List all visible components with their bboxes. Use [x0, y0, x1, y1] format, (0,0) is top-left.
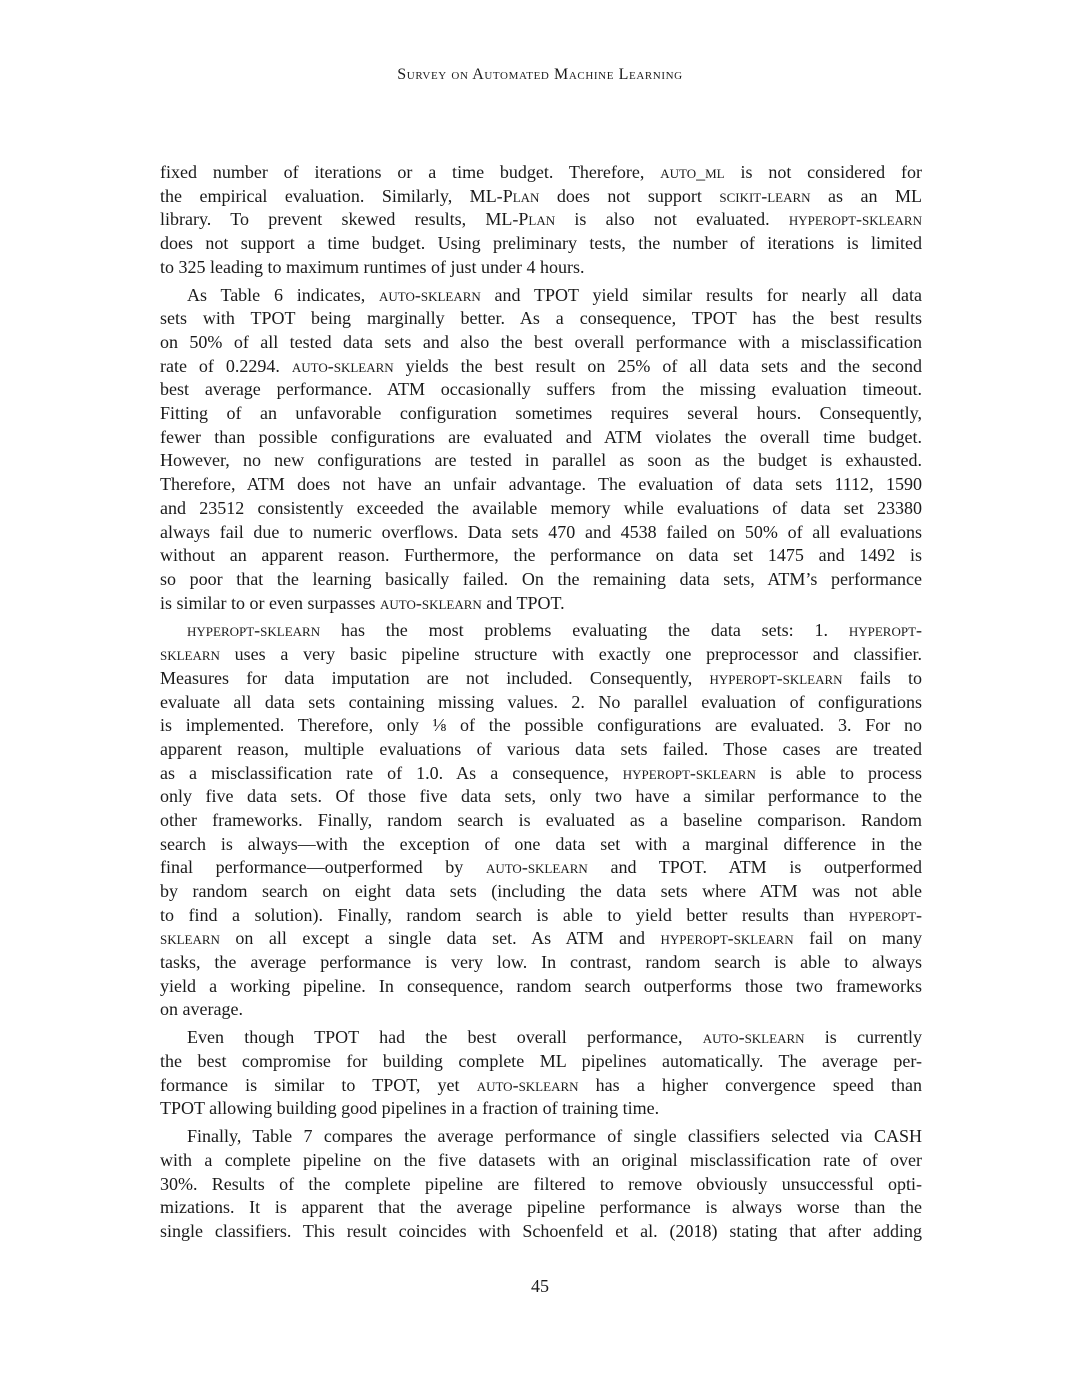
text-run: apparent reason, multiple evaluations of various data sets failed. Those cases are treated — [160, 738, 922, 759]
text-run: Fitting of an unfavorable configuration sometimes requires several hours. Consequently, — [160, 403, 922, 424]
text-run: on average. — [160, 999, 243, 1020]
text-run: fixed number of iterations or a time budget. Therefore, — [160, 162, 661, 182]
running-header: Survey on Automated Machine Learning — [397, 66, 683, 83]
text-run: does not support a time budget. Using preliminary tests, the number of iterations is limited — [160, 233, 922, 254]
text-line — [160, 1125, 922, 1149]
text-line — [160, 762, 922, 786]
small-caps-name: scikit-learn — [719, 185, 811, 206]
body-text — [160, 161, 922, 1248]
text-run: yield a working pipeline. In consequence, random search outperforms those two frameworks — [160, 975, 922, 996]
text-run: with a complete pipeline on the five datasets with an original misclassification rate of over — [160, 1149, 922, 1170]
text-run: However, no new configurations are tested in parallel as soon as the budget is exhausted. — [160, 450, 922, 471]
text-line — [160, 568, 922, 592]
text-line — [160, 927, 922, 951]
small-caps-name: sklearn — [160, 928, 220, 949]
text-line — [160, 521, 922, 545]
text-run: Finally, Table 7 compares the average performance of single classifiers selected via CASH — [187, 1126, 922, 1147]
text-run: Therefore, ATM does not have an unfair advantage. The evaluation of data sets 1112, 1590 — [160, 474, 922, 495]
paragraph — [160, 1125, 922, 1243]
small-caps-name: auto-sklearn — [378, 284, 481, 305]
text-line — [160, 592, 922, 616]
text-line — [160, 951, 922, 975]
text-run: does not support — [539, 185, 720, 206]
text-line — [160, 667, 922, 691]
small-caps-name: auto-sklearn — [485, 857, 588, 878]
text-run: as an ML — [810, 185, 922, 206]
text-run: and TPOT. — [481, 592, 565, 613]
text-run: search is always—with the exception of one data set with a marginal difference in the — [160, 833, 922, 854]
text-run: 30%. Results of the complete pipeline are filtered to remove obviously unsuccessful opti- — [160, 1173, 922, 1194]
text-run: is also not evaluated. — [555, 209, 789, 230]
text-run: fewer than possible configurations are evaluated and ATM violates the overall time budget. — [160, 426, 922, 447]
text-line — [160, 1149, 922, 1173]
text-line — [160, 284, 922, 308]
small-caps-name: auto-sklearn — [702, 1027, 805, 1048]
text-run: by random search on eight data sets (including the data sets where ATM was not able — [160, 881, 922, 901]
text-run: on all except a single data set. As ATM and — [219, 928, 661, 949]
small-caps-name: hyperopt- — [848, 620, 922, 641]
text-line — [160, 473, 922, 497]
text-line — [160, 307, 922, 331]
small-caps-name: sklearn — [160, 644, 220, 665]
small-caps-name: hyperopt-sklearn — [788, 209, 922, 230]
text-line — [160, 1026, 922, 1050]
text-run: final performance—outperformed by — [160, 857, 486, 878]
small-caps-name: hyperopt-sklearn — [660, 928, 794, 949]
text-run: and TPOT. ATM is outperformed — [587, 857, 923, 878]
paragraph — [160, 284, 922, 616]
text-run: uses a very basic pipeline structure with exactly one preprocessor and classifier. — [219, 644, 922, 665]
text-run: the empirical evaluation. Similarly, ML- — [160, 185, 503, 206]
text-line — [160, 232, 922, 256]
text-run: yields the best result on 25% of all data sets and the second — [393, 355, 922, 376]
text-run: fails to — [842, 667, 923, 688]
text-line — [160, 161, 922, 185]
text-run: is not considered for — [724, 162, 922, 182]
text-line — [160, 809, 922, 833]
text-line — [160, 738, 922, 762]
text-line — [160, 1220, 922, 1244]
text-line — [160, 833, 922, 857]
page-number: 45 — [531, 1276, 549, 1296]
text-line — [160, 544, 922, 568]
text-run: is similar to or even surpasses — [160, 592, 380, 613]
text-line — [160, 714, 922, 738]
text-line — [160, 1074, 922, 1098]
small-caps-name: auto_ml — [660, 162, 725, 182]
text-run: to find a solution). Finally, random search is able to yield better results than — [160, 904, 849, 925]
text-run: rate of 0.2294. — [160, 355, 292, 376]
text-run: as a misclassification rate of 1.0. As a consequence, — [160, 762, 623, 783]
small-caps-name: hyperopt- — [848, 904, 922, 925]
text-run: TPOT allowing building good pipelines in a fraction of training time. — [160, 1098, 660, 1119]
small-caps-name: hyperopt-sklearn — [187, 620, 321, 641]
small-caps-name: auto-sklearn — [291, 355, 394, 376]
text-line — [160, 1196, 922, 1220]
text-line — [160, 256, 922, 280]
text-line — [160, 1173, 922, 1197]
text-line — [160, 880, 922, 904]
text-line — [160, 785, 922, 809]
text-line — [160, 402, 922, 426]
text-run: Measures for data imputation are not included. Consequently, — [160, 667, 710, 688]
text-line — [160, 208, 922, 232]
text-run: has a higher convergence speed than — [578, 1074, 922, 1095]
text-run: tasks, the average performance is very low. In contrast, random search is able to always — [160, 952, 922, 973]
text-line — [160, 378, 922, 402]
text-line — [160, 331, 922, 355]
text-line — [160, 643, 922, 667]
text-run: and 23512 consistently exceeded the available memory while evaluations of data set 23380 — [160, 497, 922, 518]
text-run: is able to process — [755, 762, 923, 783]
text-line — [160, 1097, 922, 1121]
text-run: library. To prevent skewed results, ML- — [160, 209, 519, 230]
text-run: single classifiers. This result coincides with Schoenfeld et al. (2018) stating that after adding — [160, 1221, 922, 1241]
small-caps-name: auto-sklearn — [379, 592, 482, 613]
text-line — [160, 904, 922, 928]
paragraph — [160, 161, 922, 279]
text-run: to 325 leading to maximum runtimes of just under 4 hours. — [160, 256, 585, 277]
text-run: so poor that the learning basically failed. On the remaining data sets, ATM’s performance — [160, 568, 922, 589]
text-line — [160, 856, 922, 880]
text-run: best average performance. ATM occasionally suffers from the missing evaluation timeout. — [160, 379, 922, 400]
text-line — [160, 975, 922, 999]
text-run: is currently — [804, 1027, 922, 1048]
text-run: other frameworks. Finally, random search is evaluated as a baseline comparison. Random — [160, 809, 922, 830]
text-line — [160, 185, 922, 209]
text-line — [160, 426, 922, 450]
text-run: sets with TPOT being marginally better. As a consequence, TPOT has the best results — [160, 308, 922, 329]
text-run: always fail due to numeric overflows. Data sets 470 and 4538 failed on 50% of all evaluations — [160, 521, 922, 542]
text-line — [160, 1050, 922, 1074]
text-run: mizations. It is apparent that the average pipeline performance is always worse than the — [160, 1197, 922, 1218]
text-run: formance is similar to TPOT, yet — [160, 1074, 477, 1095]
text-line — [160, 449, 922, 473]
text-run: fail on many — [793, 928, 922, 949]
text-run: As Table 6 indicates, — [187, 284, 379, 305]
text-run: on 50% of all tested data sets and also the best overall performance with a misclassification — [160, 332, 922, 352]
small-caps-name: hyperopt-sklearn — [709, 667, 843, 688]
text-line — [160, 355, 922, 379]
text-run: only five data sets. Of those five data sets, only two have a similar performance to the — [160, 786, 922, 807]
text-run: and TPOT yield similar results for nearly all data — [480, 284, 922, 305]
small-caps-name: auto-sklearn — [476, 1074, 579, 1095]
text-line — [160, 497, 922, 521]
text-run: evaluate all data sets containing missing values. 2. No parallel evaluation of configurations — [160, 691, 922, 712]
text-run: is implemented. Therefore, only ⅛ of the possible configurations are evaluated. 3. For no — [160, 715, 922, 736]
text-run: has the most problems evaluating the data sets: 1. — [320, 620, 849, 641]
text-line — [160, 619, 922, 643]
text-line — [160, 998, 922, 1022]
text-run: the best compromise for building complete ML pipelines automatically. The average per- — [160, 1051, 922, 1071]
text-run: Even though TPOT had the best overall performance, — [187, 1027, 703, 1048]
text-run: without an apparent reason. Furthermore, the performance on data set 1475 and 1492 is — [160, 545, 922, 566]
paragraph — [160, 1026, 922, 1121]
small-caps-name: hyperopt-sklearn — [622, 762, 756, 783]
text-line — [160, 691, 922, 715]
small-caps-name: Plan — [518, 209, 556, 230]
small-caps-name: Plan — [502, 185, 540, 206]
paragraph — [160, 619, 922, 1022]
